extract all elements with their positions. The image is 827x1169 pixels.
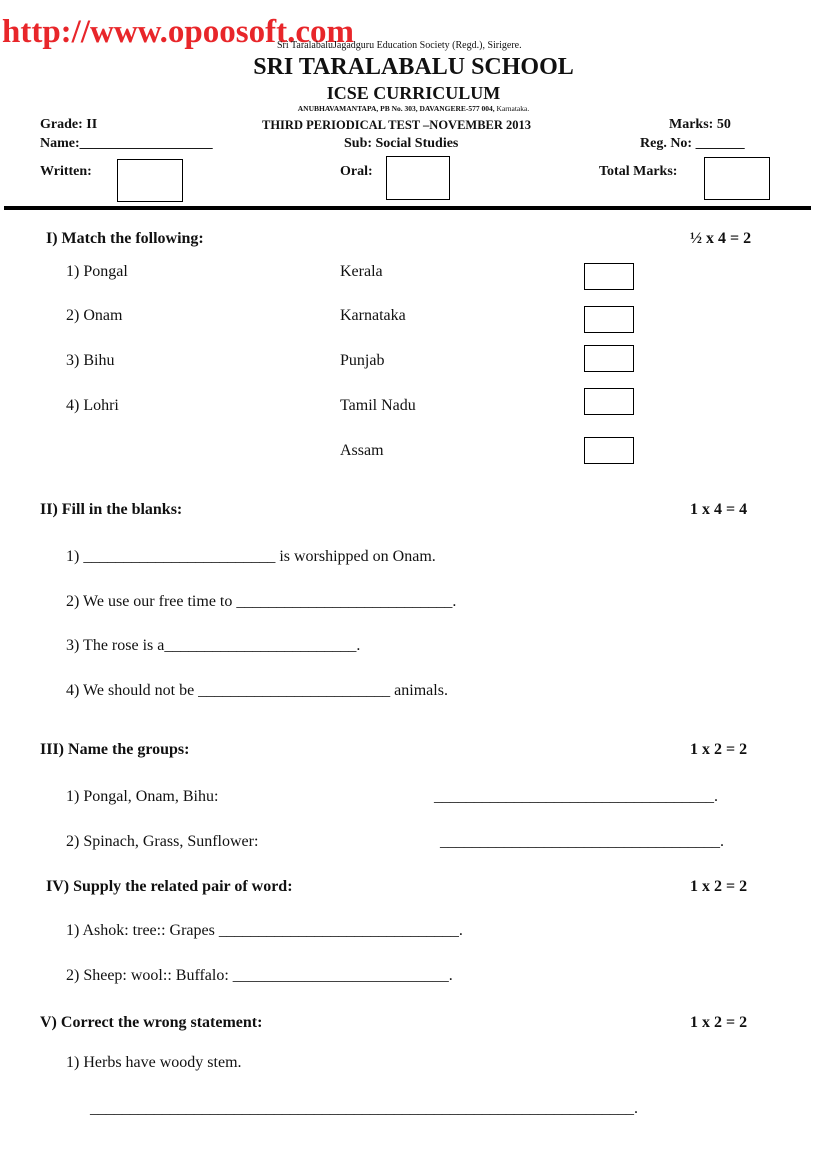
section-marks: 1 x 2 = 2 xyxy=(690,878,748,895)
subject-label: Sub: Social Studies xyxy=(344,136,459,151)
question-item[interactable]: 3) The rose is a________________________. xyxy=(66,637,361,654)
match-answer-box[interactable] xyxy=(584,263,634,290)
section-title: III) Name the groups: xyxy=(40,741,190,758)
total-marks-box[interactable] xyxy=(704,157,770,200)
match-right-item: Punjab xyxy=(340,352,385,369)
written-label: Written: xyxy=(40,164,92,179)
total-marks-label: Total Marks: xyxy=(599,164,678,179)
answer-blank[interactable]: ___________________________________. xyxy=(434,788,718,805)
match-answer-box[interactable] xyxy=(584,437,634,464)
section-title: V) Correct the wrong statement: xyxy=(40,1014,263,1031)
section-title: II) Fill in the blanks: xyxy=(40,501,183,518)
question-item[interactable]: 1) Ashok: tree:: Grapes ______________________________. xyxy=(66,922,463,939)
match-right-item: Kerala xyxy=(340,263,383,280)
curriculum: ICSE CURRICULUM xyxy=(326,83,501,103)
test-title: THIRD PERIODICAL TEST –NOVEMBER 2013 xyxy=(262,118,532,132)
section-marks: 1 x 2 = 2 xyxy=(690,1014,748,1031)
question-item[interactable]: 4) We should not be ________________________ animals. xyxy=(66,682,448,699)
question-item: 2) Spinach, Grass, Sunflower: xyxy=(66,833,259,850)
section-marks: 1 x 2 = 2 xyxy=(690,741,748,758)
match-right-item: Assam xyxy=(340,442,384,459)
reg-no-field[interactable]: Reg. No: _______ xyxy=(640,136,745,151)
match-right-item: Tamil Nadu xyxy=(340,397,416,414)
answer-blank[interactable]: ___________________________________. xyxy=(440,833,724,850)
section-marks: 1 x 4 = 4 xyxy=(690,501,748,518)
address-state: Karnataka. xyxy=(494,104,530,113)
society-name: Sri TaralabaluJagadguru Education Society (Regd.), Sirigere. xyxy=(277,40,522,51)
grade-label: Grade: II xyxy=(40,117,98,132)
address-main: ANUBHAVAMANTAPA, PB No. 303, DAVANGERE-577 004, xyxy=(297,104,495,113)
question-item: 1) Herbs have woody stem. xyxy=(66,1054,242,1071)
section-title: IV) Supply the related pair of word: xyxy=(46,878,293,895)
match-answer-box[interactable] xyxy=(584,306,634,333)
match-left-item: 1) Pongal xyxy=(66,263,128,280)
match-answer-box[interactable] xyxy=(584,345,634,372)
section-marks: ½ x 4 = 2 xyxy=(690,230,752,247)
watermark-url: http://www.opoosoft.com xyxy=(2,14,354,50)
match-left-item: 2) Onam xyxy=(66,307,123,324)
header-divider xyxy=(4,206,811,210)
match-left-item: 3) Bihu xyxy=(66,352,115,369)
oral-marks-box[interactable] xyxy=(386,156,450,200)
written-marks-box[interactable] xyxy=(117,159,183,202)
question-item[interactable]: 1) ________________________ is worshipped on Onam. xyxy=(66,548,436,565)
question-item[interactable]: 2) We use our free time to ___________________________. xyxy=(66,593,457,610)
school-name: SRI TARALABALU SCHOOL xyxy=(253,54,574,80)
question-item: 1) Pongal, Onam, Bihu: xyxy=(66,788,219,805)
question-item[interactable]: 2) Sheep: wool:: Buffalo: ___________________________. xyxy=(66,967,453,984)
marks-label: Marks: 50 xyxy=(669,117,731,132)
match-right-item: Karnataka xyxy=(340,307,406,324)
name-field[interactable]: Name:___________________ xyxy=(40,136,213,151)
match-answer-box[interactable] xyxy=(584,388,634,415)
oral-label: Oral: xyxy=(340,164,373,179)
address xyxy=(0,104,827,113)
section-title: I) Match the following: xyxy=(46,230,204,247)
match-left-item: 4) Lohri xyxy=(66,397,119,414)
answer-line[interactable]: ____________________________________________________________________. xyxy=(90,1100,638,1117)
